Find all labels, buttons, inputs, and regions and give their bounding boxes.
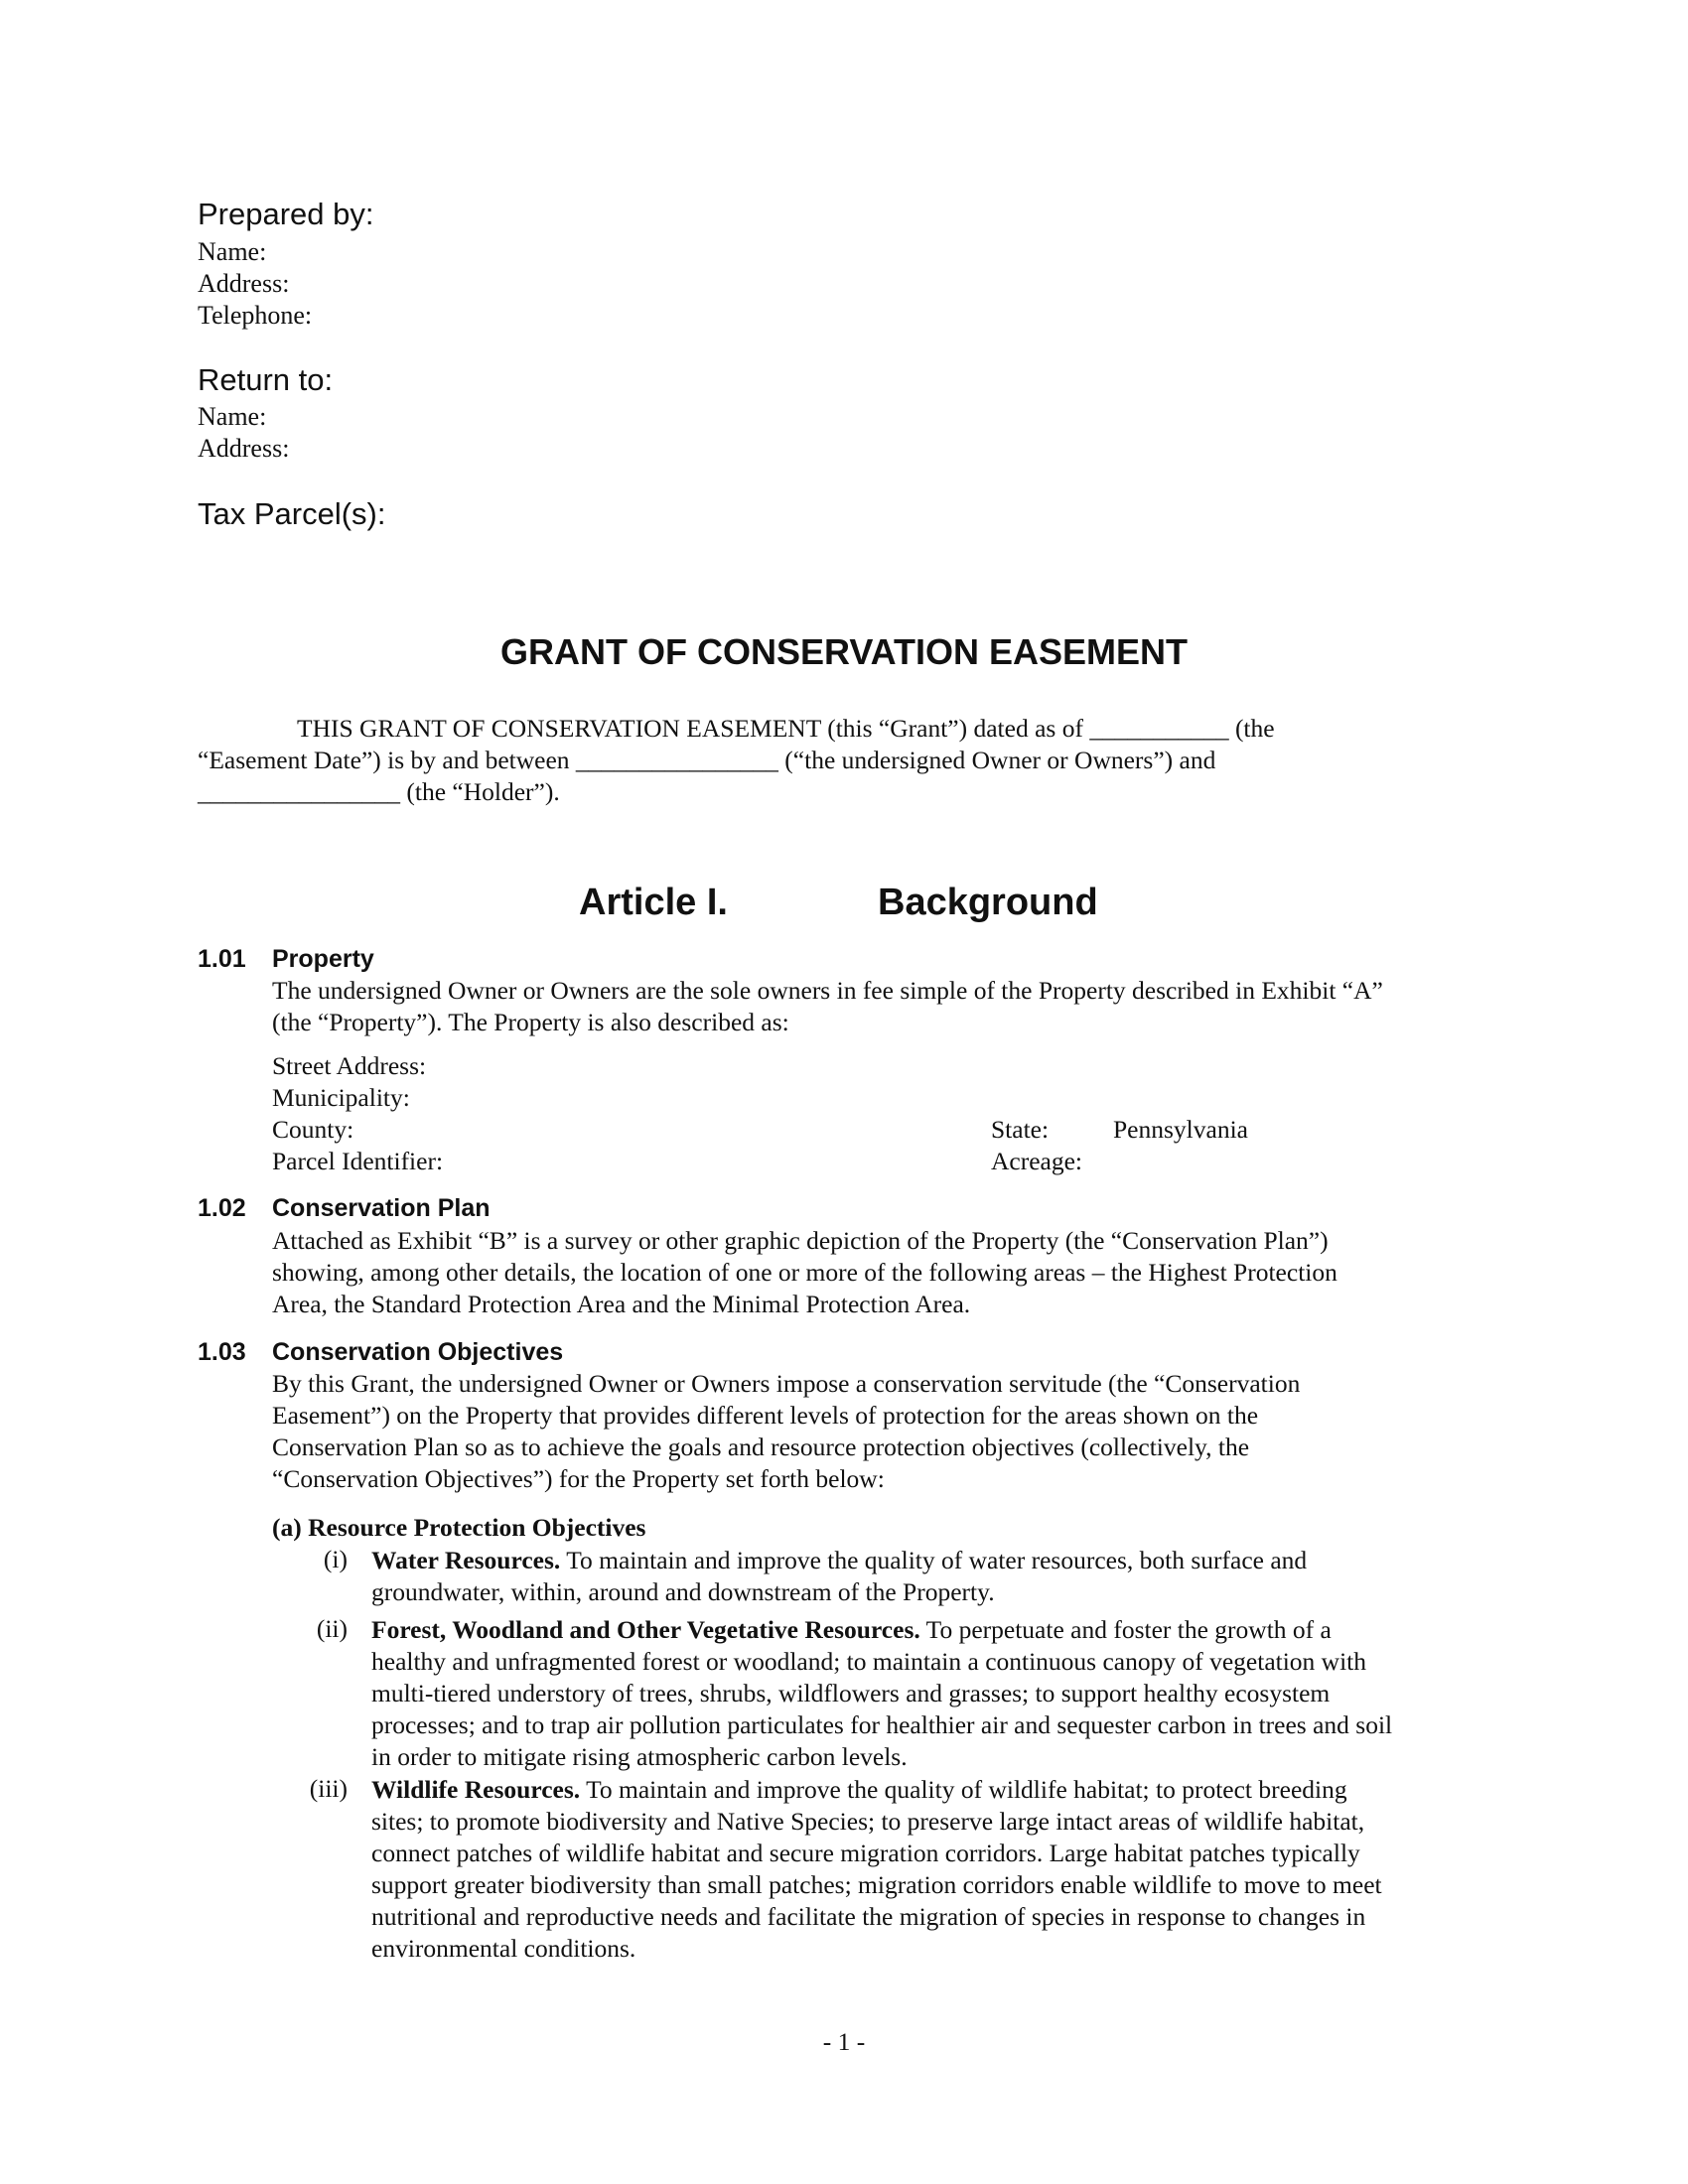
state-label: State: [991, 1115, 1050, 1144]
state-value: Pennsylvania [1113, 1115, 1248, 1144]
document-title: GRANT OF CONSERVATION EASEMENT [499, 631, 1189, 672]
parcel-identifier-label: Parcel Identifier: [272, 1147, 444, 1175]
item-iii-line-3: connect patches of wildlife habitat and secure migration corridors. Large habitat patches typically [371, 1839, 1360, 1867]
section-102-line-2: showing, among other details, the location of one or more of the following areas – the Highest Protection [272, 1258, 1337, 1287]
item-ii-line-5: in order to mitigate rising atmospheric carbon levels. [371, 1742, 908, 1771]
section-103-line-1: By this Grant, the undersigned Owner or Owners impose a conservation servitude (the “Conservation [272, 1369, 1301, 1398]
item-ii-heading: Forest, Woodland and Other Vegetative Resources. [371, 1615, 920, 1644]
item-i-text [371, 1545, 1493, 1608]
section-102-line-3: Area, the Standard Protection Area and the Minimal Protection Area. [272, 1290, 971, 1318]
item-i-line-2: groundwater, within, around and downstream of the Property. [371, 1577, 995, 1606]
page-number: - 1 - [822, 2027, 866, 2056]
intro-line-2: “Easement Date”) is by and between ________________ (“the undersigned Owner or Owners”) and [198, 746, 1216, 774]
section-101-number: 1.01 [198, 945, 246, 973]
prepared-address-label: Address: [198, 269, 290, 298]
county-label: County: [272, 1115, 354, 1144]
prepared-by-fields [198, 236, 312, 332]
tax-parcel-heading: Tax Parcel(s): [198, 496, 386, 531]
item-i-numeral: (i) [323, 1545, 348, 1573]
section-101-line-1: The undersigned Owner or Owners are the sole owners in fee simple of the Property described in Exhibit “A” [272, 976, 1383, 1005]
return-name-label: Name: [198, 402, 267, 431]
item-iii-line-5: nutritional and reproductive needs and facilitate the migration of species in response to changes in [371, 1902, 1366, 1931]
item-ii-text [371, 1614, 1493, 1773]
prepared-name-label: Name: [198, 237, 267, 266]
section-102-line-1: Attached as Exhibit “B” is a survey or other graphic depiction of the Property (the “Conservation Plan”) [272, 1226, 1329, 1255]
item-iii-numeral: (iii) [309, 1774, 348, 1803]
item-iii-heading: Wildlife Resources. [371, 1775, 581, 1804]
municipality-label: Municipality: [272, 1083, 410, 1112]
item-iii-line-4: support greater biodiversity than small patches; migration corridors enable wildlife to move to meet [371, 1870, 1382, 1899]
prepared-by-heading: Prepared by: [198, 197, 374, 231]
section-101-title: Property [272, 945, 374, 973]
article-number: Article I. [579, 882, 728, 923]
section-103-line-2: Easement”) on the Property that provides different levels of protection for the areas shown on the [272, 1401, 1259, 1430]
item-ii-line-2: healthy and unfragmented forest or woodland; to maintain a continuous canopy of vegetation with [371, 1647, 1367, 1676]
section-103-title: Conservation Objectives [272, 1338, 564, 1366]
prepared-telephone-label: Telephone: [198, 301, 313, 330]
return-to-heading: Return to: [198, 362, 334, 397]
section-101-line-2: (the “Property”). The Property is also described as: [272, 1008, 789, 1036]
return-to-fields [198, 401, 289, 465]
item-iii-line-1: To maintain and improve the quality of wildlife habitat; to protect breeding [586, 1775, 1347, 1804]
item-ii-line-1: To perpetuate and foster the growth of a [925, 1615, 1332, 1644]
section-103-line-3: Conservation Plan so as to achieve the goals and resource protection objectives (collectively, the [272, 1433, 1250, 1461]
item-ii-numeral: (ii) [316, 1614, 348, 1643]
section-103-body [272, 1368, 1493, 1495]
intro-line-1: THIS GRANT OF CONSERVATION EASEMENT (this “Grant”) dated as of ___________ (the [297, 714, 1275, 743]
item-ii-line-3: multi-tiered understory of trees, shrubs, wildflowers and grasses; to support healthy ecosystem [371, 1679, 1331, 1707]
item-i-heading: Water Resources. [371, 1546, 561, 1574]
article-title: Background [878, 882, 1098, 923]
section-101-body [272, 975, 1493, 1038]
section-102-body [272, 1225, 1493, 1320]
section-102-number: 1.02 [198, 1194, 246, 1222]
section-103-number: 1.03 [198, 1338, 246, 1366]
acreage-label: Acreage: [991, 1147, 1083, 1175]
item-iii-line-6: environmental conditions. [371, 1934, 636, 1963]
item-iii-line-2: sites; to promote biodiversity and Native Species; to preserve large intact areas of wildlife habitat, [371, 1807, 1365, 1836]
subsection-a-heading: (a) Resource Protection Objectives [272, 1513, 646, 1542]
item-i-line-1: To maintain and improve the quality of water resources, both surface and [566, 1546, 1308, 1574]
street-address-label: Street Address: [272, 1051, 427, 1080]
intro-line-3: ________________ (the “Holder”). [198, 777, 560, 806]
item-ii-line-4: processes; and to trap air pollution particulates for healthier air and sequester carbon in trees and soil [371, 1710, 1393, 1739]
return-address-label: Address: [198, 434, 290, 463]
item-iii-text [371, 1774, 1493, 1965]
section-103-line-4: “Conservation Objectives”) for the Property set forth below: [272, 1464, 885, 1493]
section-102-title: Conservation Plan [272, 1194, 491, 1222]
